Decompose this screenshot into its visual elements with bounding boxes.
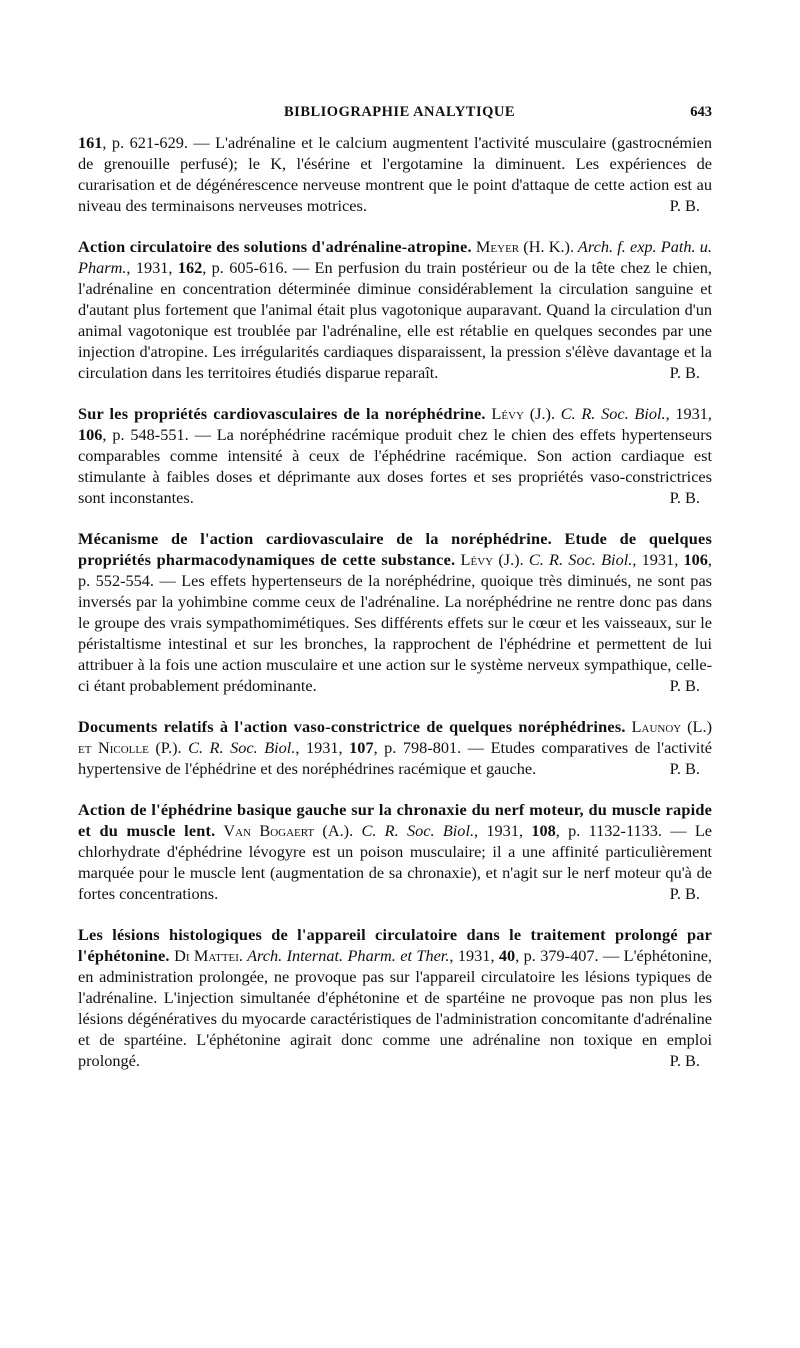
journal-name: C. R. Soc. Biol. (353, 821, 475, 840)
journal-name: C. R. Soc. Biol. (523, 550, 633, 569)
abstract-entry (78, 236, 712, 383)
year: , 1931, (632, 550, 684, 569)
volume-number: 40 (498, 946, 516, 965)
year: , 1931, (449, 946, 499, 965)
page-range: , p. 1132-1133. (555, 821, 662, 840)
page-number: 643 (690, 104, 712, 120)
page-range: , p. 379-407. (515, 946, 599, 965)
signature: P. B. (669, 1051, 700, 1070)
volume-number: 108 (531, 821, 556, 840)
journal-name: C. R. Soc. Biol. (181, 738, 296, 757)
entry-title: Documents relatifs à l'action vaso-constrictrice de quelques noréphédrines. (78, 717, 626, 736)
page (78, 104, 712, 1071)
page-range: , p. 621-629. (102, 133, 188, 152)
entry-author: Launoy (L.) et Nicolle (P.). (78, 717, 712, 757)
abstract-body: — Etudes comparatives de l'activité hypertensive de l'éphédrine et des noréphédrines racémique et gauche. (78, 738, 712, 778)
abstract-body: — Le chlorhydrate d'éphédrine lévogyre est un poison musculaire; il a une affinité particulièrement marquée pour le muscle lent (augmentation de sa chronaxie), et n'agit sur le nerf moteur qu'à de fortes concentrations. (78, 821, 712, 903)
signature: P. B. (669, 759, 700, 778)
year: , 1931, (295, 738, 350, 757)
abstract-entry (78, 528, 712, 696)
entry-title: Les lésions histologiques de l'appareil circulatoire dans le traitement prolongé par l'éphétonine. (78, 925, 712, 965)
signature: P. B. (669, 884, 700, 903)
journal-name: Arch. Internat. Pharm. et Ther. (242, 946, 450, 965)
abstract-entry (78, 799, 712, 904)
abstract-entry (78, 924, 712, 1071)
volume-number: 161 (78, 133, 103, 152)
volume-number: 162 (177, 258, 203, 277)
abstract-entry (78, 403, 712, 508)
year: , 1931, (474, 821, 532, 840)
abstract-body: — La noréphédrine racémique produit chez le chien des effets hypertenseurs comparables comme intensité à ceux de l'éphédrine racémique. Son action cardiaque est stimulante à faibles doses et déprimante aux doses fortes et ses propriétés vaso-constrictrices sont inconstantes. (78, 425, 712, 507)
page-range: , p. 798-801. (373, 738, 462, 757)
journal-name: Arch. f. exp. Path. u. Pharm. (78, 237, 712, 277)
page-range: , p. 605-616. (202, 258, 288, 277)
abstract-body: — Les effets hypertenseurs de la noréphédrine, quoique très diminués, ne sont pas inversés par la yohimbine comme ceux de l'adrénaline. La noréphédrine ne rentre donc pas dans le groupe des vrais sympathomimétiques. Ses différents effets sur le cœur et les vaisseaux, sur le péristaltisme intestinal et sur les bronches, la rapprochent de l'éphédrine et permettent de lui attribuer à la fois une action musculaire et une action sur le système nerveux sympathique, celle-ci étant probablement prédominante. (78, 571, 713, 695)
abstract-entry (78, 716, 712, 779)
abstract-body: — L'adrénaline et le calcium augmentent l'activité musculaire (gastrocnémien de grenouille perfusé); le K, l'ésérine et l'ergotamine la diminuent. Les expériences de curarisation et de dégénérescence nerveuse montrent que le point d'attaque de cette action est au niveau des terminaisons nerveuses motrices. (78, 133, 712, 215)
volume-number: 106 (683, 550, 708, 569)
signature: P. B. (669, 196, 700, 215)
signature: P. B. (669, 676, 700, 695)
abstract-body: — L'éphétonine, en administration prolongée, ne provoque pas sur l'appareil circulatoire les lésions typiques de l'adrénaline. L'injection simultanée d'éphétonine et de spartéine ne provoque pas non plus les lésions dégénératives du myocarde caractéristiques de l'administration concomitante d'adrénaline et de spartéine. L'éphétonine agirait donc comme une adrénaline non toxique en emploi prolongé. (78, 946, 713, 1070)
entry-author: Lévy (J.). (485, 404, 556, 423)
running-header (78, 104, 712, 128)
volume-number: 107 (349, 738, 374, 757)
entry-author: Lévy (J.). (455, 550, 524, 569)
entry-title: Action circulatoire des solutions d'adrénaline-atropine. (78, 237, 472, 256)
abstract-entry-continuation (78, 132, 712, 216)
abstract-body: — En perfusion du train postérieur ou de la tête chez le chien, l'adrénaline en concentration déterminée diminue considérablement la circulation sanguine et d'autant plus fortement que l'animal était plus vagotonique auparavant. Quand la circulation d'un animal vagotonique est troublée par l'adrénaline, elle est rétablie en quelques secondes par une injection d'atropine. Les irrégularités cardiaques disparaissent, la pression s'élève davantage et la circulation dans les territoires étudiés disparue reparaît. (78, 258, 712, 382)
entry-title: Action de l'éphédrine basique gauche sur la chronaxie du nerf moteur, du muscle rapide et du muscle lent. (78, 800, 712, 840)
journal-name: C. R. Soc. Biol. (555, 404, 666, 423)
volume-number: 106 (78, 425, 103, 444)
year: , 1931, (665, 404, 713, 423)
entry-title: Sur les propriétés cardiovasculaires de la noréphédrine. (78, 404, 486, 423)
signature: P. B. (669, 488, 700, 507)
running-title: BIBLIOGRAPHIE ANALYTIQUE (284, 104, 516, 120)
signature: P. B. (669, 363, 700, 382)
page-range: , p. 552-554. (78, 550, 712, 590)
entry-title: Mécanisme de l'action cardiovasculaire de la noréphédrine. Etude de quelques propriétés pharmacodynamiques de cette substance. (78, 529, 712, 569)
entry-author: Van Bogaert (A.). (215, 821, 354, 840)
year: , 1931, (126, 258, 178, 277)
page-range: , p. 548-551. (102, 425, 189, 444)
entry-author: Meyer (H. K.). (471, 237, 575, 256)
entry-author: Di Mattei. (169, 946, 243, 965)
